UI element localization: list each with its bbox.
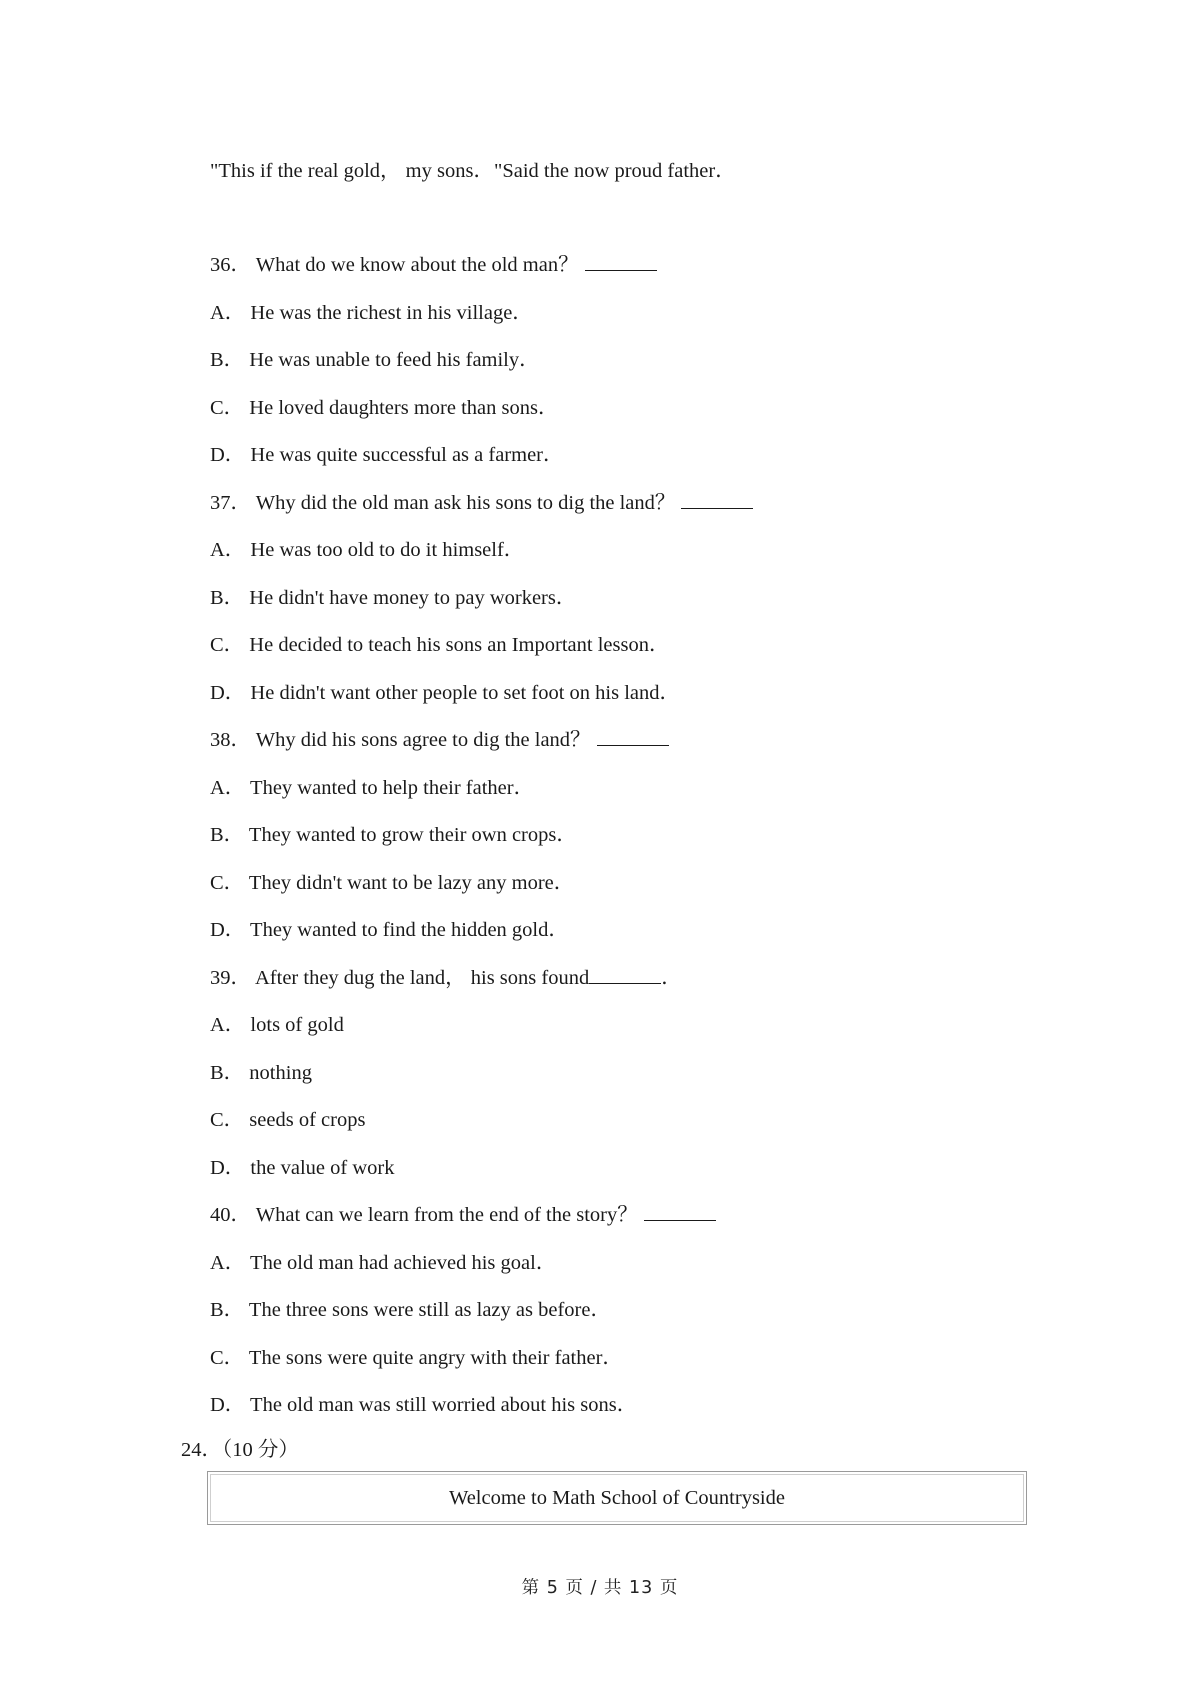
question-text-end: ． [661, 967, 682, 989]
question-39-stem [210, 964, 682, 992]
question-37-option-b: B． He didn't have money to pay workers． [210, 587, 577, 609]
question-36-option-b: B． He was unable to feed his family． [210, 349, 540, 371]
answer-blank [589, 964, 661, 984]
question-text: Why did the old man ask his sons to dig the land？ [255, 492, 676, 514]
question-text: Why did his sons agree to dig the land？ [255, 729, 591, 751]
question-40-option-d: D． The old man was still worried about his sons． [210, 1394, 638, 1416]
question-38-option-b: B． They wanted to grow their own crops． [210, 824, 577, 846]
question-number: 37． [210, 492, 251, 514]
question-39-option-c: C． seeds of crops [210, 1109, 366, 1131]
question-number: 36． [210, 254, 251, 276]
question-36-option-d: D． He was quite successful as a farmer． [210, 444, 564, 466]
question-number: 39． [210, 967, 251, 989]
question-text: After they dug the land， his sons found [255, 967, 590, 989]
question-38-stem [210, 726, 669, 754]
question-37-option-d: D． He didn't want other people to set foot on his land． [210, 682, 680, 704]
question-39-option-a: A． lots of gold [210, 1014, 344, 1036]
reading-banner [207, 1471, 1027, 1525]
question-40-option-c: C． The sons were quite angry with their father． [210, 1347, 623, 1369]
question-40-option-b: B． The three sons were still as lazy as before． [210, 1299, 611, 1321]
answer-blank [681, 489, 753, 509]
question-38-option-a: A． They wanted to help their father． [210, 777, 535, 799]
page-footer: 第 5 页 / 共 13 页 [521, 1578, 679, 1598]
question-37-stem [210, 489, 753, 517]
answer-blank [644, 1201, 716, 1221]
question-40-option-a: A． The old man had achieved his goal． [210, 1252, 557, 1274]
question-39-option-d: D． the value of work [210, 1157, 395, 1179]
question-number: 38． [210, 729, 251, 751]
question-36-option-c: C． He loved daughters more than sons． [210, 397, 559, 419]
section-heading: 24．（10 分） [181, 1439, 299, 1461]
answer-blank [585, 251, 657, 271]
question-38-option-d: D． They wanted to find the hidden gold． [210, 919, 569, 941]
question-40-stem [210, 1201, 716, 1229]
question-38-option-c: C． They didn't want to be lazy any more． [210, 872, 575, 894]
question-37-option-c: C． He decided to teach his sons an Important lesson． [210, 634, 670, 656]
question-text: What do we know about the old man？ [255, 254, 579, 276]
question-36-option-a: A． He was the richest in his village． [210, 302, 533, 324]
banner-title: Welcome to Math School of Countryside [449, 1486, 785, 1509]
question-37-option-a: A． He was too old to do it himself． [210, 539, 525, 561]
question-39-option-b: B． nothing [210, 1062, 312, 1084]
answer-blank [597, 726, 669, 746]
question-text: What can we learn from the end of the story？ [255, 1204, 638, 1226]
question-number: 40． [210, 1204, 251, 1226]
passage-closing-line: "This if the real gold， my sons．"Said the now proud father． [210, 160, 736, 182]
question-36-stem [210, 251, 657, 279]
